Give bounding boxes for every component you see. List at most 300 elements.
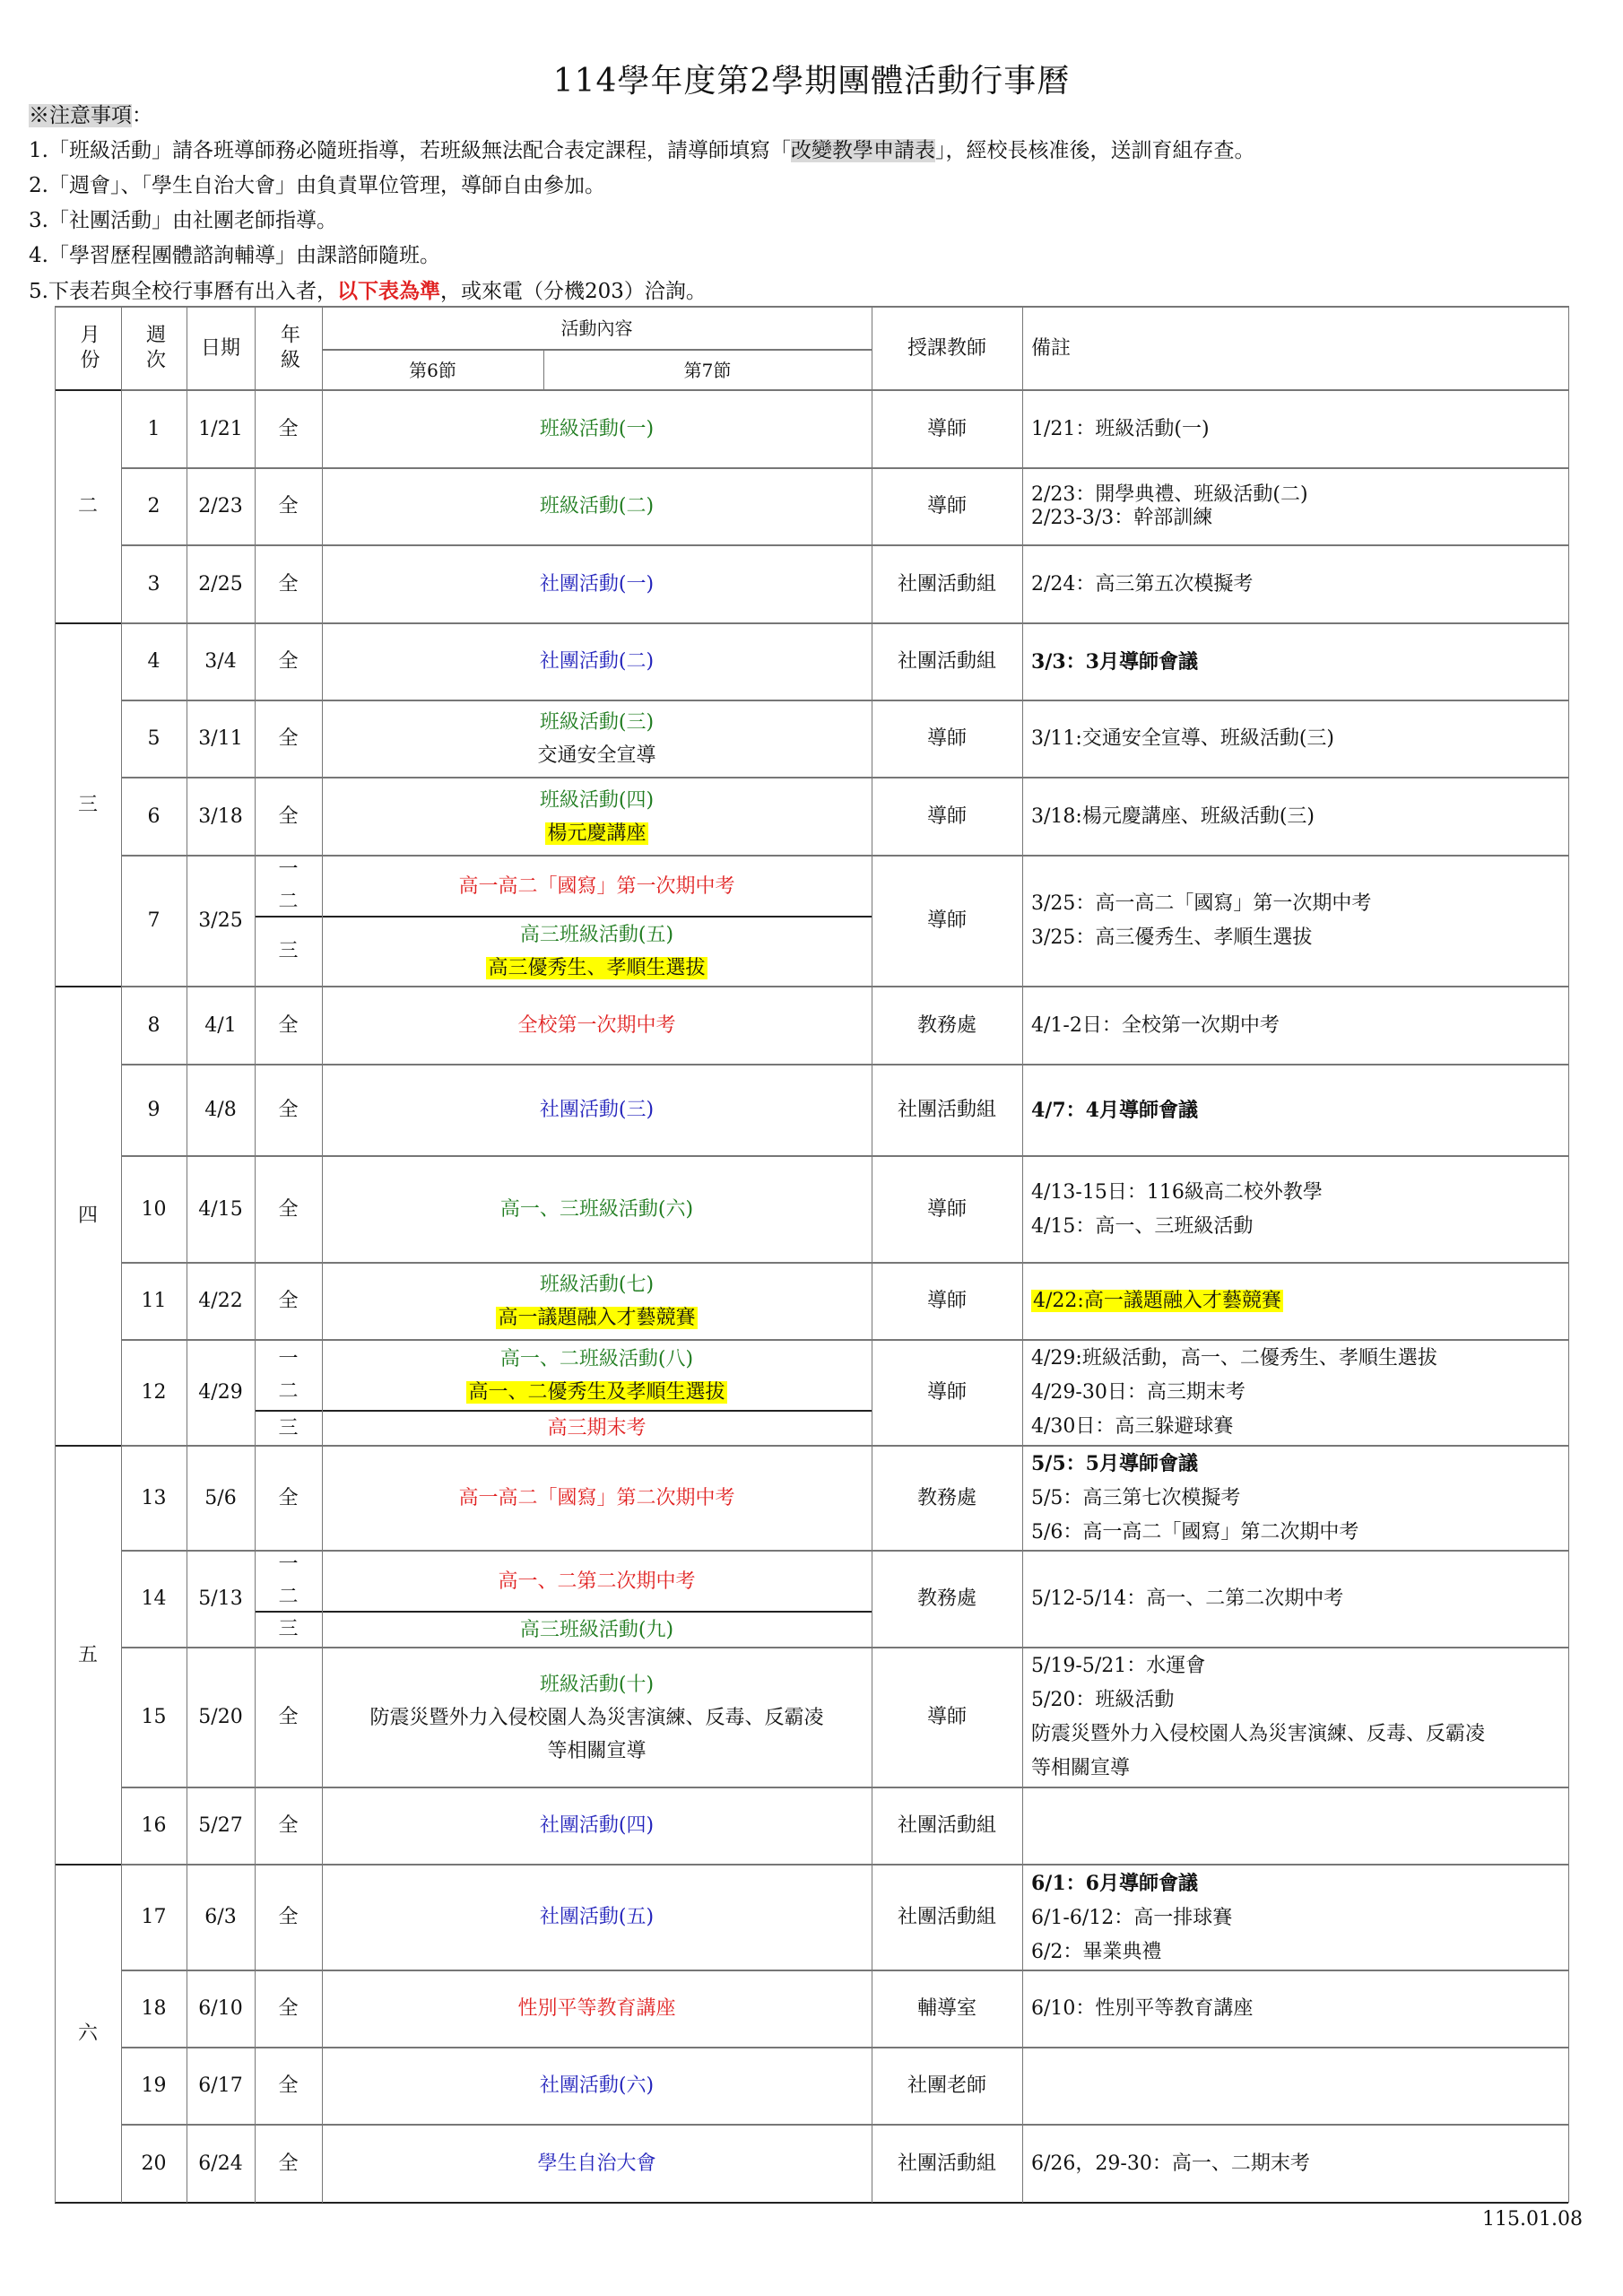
remark-line — [1031, 2147, 1310, 2181]
activity-text: 高三期末考 — [547, 1417, 647, 1439]
activity-line — [517, 1009, 675, 1043]
column-divider — [255, 307, 256, 2203]
header-sub-divider — [322, 349, 872, 351]
grade-label: 二 — [278, 891, 299, 913]
week-number: 6 — [147, 804, 161, 828]
note-item-4: 4.「學習歷程團體諮詢輔導」由課諮師隨班。 — [29, 244, 440, 267]
teacher-name: 導師 — [926, 1290, 967, 1312]
date-cell — [187, 1551, 255, 1648]
remark-line — [1031, 413, 1210, 447]
activity-line — [540, 1268, 654, 1301]
month-cell — [55, 390, 121, 623]
remarks-cell — [1022, 2048, 1568, 2125]
row-divider — [121, 1787, 1568, 1788]
date-value: 5/13 — [198, 1587, 243, 1610]
remark-line — [1031, 507, 1212, 530]
activity-line — [540, 706, 654, 739]
date-value: 5/27 — [198, 1814, 243, 1837]
grade-label: 全 — [278, 572, 299, 596]
date-value: 3/4 — [204, 650, 237, 673]
activity-line — [540, 1668, 654, 1701]
header-grade — [255, 307, 322, 390]
grade-cell — [255, 1865, 322, 1970]
remark-text: 5/19-5/21：水運會 — [1031, 1655, 1206, 1677]
activity-cell — [322, 1263, 872, 1340]
remark-line — [1031, 1752, 1130, 1786]
remark-line — [1031, 887, 1371, 921]
teacher-name: 社團老師 — [907, 2074, 986, 2097]
grade-cell — [255, 700, 322, 778]
activity-line — [547, 1412, 646, 1445]
header-period-6-label: 第6節 — [409, 359, 456, 381]
activity-text: 班級活動(三) — [539, 711, 655, 734]
grade-label: 全 — [278, 804, 299, 828]
week-number: 18 — [141, 1997, 167, 2020]
row-divider — [121, 2124, 1568, 2126]
teacher-name: 導師 — [926, 1706, 967, 1728]
teacher-cell — [872, 1446, 1022, 1551]
table-top-border — [55, 306, 1569, 308]
remark-line — [1031, 1649, 1205, 1683]
remark-line — [1031, 1176, 1323, 1210]
month-label: 六 — [77, 2022, 98, 2045]
activity-cell — [322, 1065, 872, 1156]
row-divider — [121, 1647, 1568, 1648]
remark-bold: 5/5：5月導師會議 — [1031, 1452, 1198, 1475]
row-divider — [121, 1064, 1568, 1065]
date-cell — [187, 1065, 255, 1156]
teacher-cell — [872, 1970, 1022, 2048]
activity-text: 社團活動(三) — [539, 1099, 655, 1121]
week-cell — [121, 1156, 187, 1263]
header-period-7-label: 第7節 — [683, 359, 732, 381]
remark-text: 5/20：班級活動 — [1031, 1689, 1175, 1711]
remark-line — [1031, 483, 1308, 507]
remark-line — [1031, 1284, 1283, 1318]
grade-cell — [255, 545, 322, 623]
date-cell — [187, 545, 255, 623]
grade-label: 一 — [278, 858, 299, 881]
header-period-7 — [543, 350, 872, 390]
grade-cell — [255, 468, 322, 545]
grade-cell — [255, 1648, 322, 1787]
note-item-2: 2.「週會」、「學生自治大會」由負責單位管理，導師自由參加。 — [29, 174, 605, 197]
month-label: 二 — [77, 495, 98, 517]
activity-cell — [322, 1970, 872, 2048]
activity-cell — [322, 1156, 872, 1263]
activity-line — [540, 645, 654, 679]
week-number: 12 — [141, 1381, 167, 1404]
activity-cell — [322, 1446, 872, 1551]
remarks-cell — [1022, 545, 1568, 623]
remark-line — [1031, 1582, 1343, 1616]
week-cell — [121, 856, 187, 987]
grade-label: 一 — [278, 1553, 299, 1576]
activity-line — [458, 1482, 734, 1516]
grade-cell — [255, 1446, 322, 1551]
remark-line — [1031, 1683, 1174, 1718]
remark-line — [1031, 1935, 1161, 1970]
week-cell — [121, 1065, 187, 1156]
grade-cell — [255, 1970, 322, 2048]
date-value: 4/22 — [198, 1290, 243, 1312]
activity-text: 全校第一次期中考 — [517, 1013, 676, 1037]
grade-label: 全 — [278, 495, 299, 517]
teacher-name: 導師 — [926, 1381, 967, 1404]
remark-text: 等相關宣導 — [1031, 1757, 1131, 1779]
remarks-cell — [1022, 778, 1568, 856]
remark-text: 4/30日：高三躲避球賽 — [1031, 1415, 1234, 1438]
remark-line — [1031, 1516, 1358, 1550]
week-number: 2 — [147, 495, 161, 517]
row-divider — [121, 1445, 1568, 1447]
header-teacher-label: 授課教師 — [907, 336, 986, 360]
activity-text: 社團活動(一) — [539, 572, 655, 596]
activity-text: 高一高二「國寫」第二次期中考 — [458, 1486, 735, 1509]
week-cell — [121, 1446, 187, 1551]
activity-text: 社團活動(四) — [539, 1814, 655, 1837]
date-value: 3/18 — [198, 804, 243, 828]
date-cell — [187, 1263, 255, 1340]
remark-text: 2/24：高三第五次模擬考 — [1031, 572, 1254, 596]
week-cell — [121, 1263, 187, 1340]
note-5-emphasis: 以下表為準 — [336, 279, 440, 303]
grade-label: 三 — [278, 1416, 299, 1439]
date-value: 6/24 — [198, 2152, 243, 2175]
date-cell — [187, 1446, 255, 1551]
remarks-cell — [1022, 987, 1568, 1065]
activity-line — [369, 1701, 823, 1735]
remark-line — [1031, 1901, 1232, 1935]
remarks-cell — [1022, 1865, 1568, 1970]
date-value: 4/8 — [204, 1099, 237, 1121]
activity-cell — [322, 917, 872, 987]
remark-text: 4/13-15日：116級高二校外教學 — [1031, 1180, 1323, 1204]
activity-line — [537, 739, 655, 772]
remark-line — [1031, 1447, 1198, 1482]
activity-cell — [322, 390, 872, 468]
remark-bold: 4/7：4月導師會議 — [1031, 1098, 1198, 1122]
activity-cell — [322, 1612, 872, 1648]
remark-text: 4/22:高一議題融入才藝競賽 — [1033, 1290, 1281, 1312]
week-cell — [121, 778, 187, 856]
activity-cell — [322, 1340, 872, 1411]
remark-text: 5/12-5/14：高一、二第二次期中考 — [1031, 1587, 1344, 1610]
activity-line — [466, 1376, 726, 1409]
week-number: 14 — [141, 1587, 167, 1610]
teacher-cell — [872, 1787, 1022, 1865]
week-number: 19 — [141, 2074, 167, 2097]
activity-cell — [322, 1551, 872, 1612]
activity-cell — [322, 1648, 872, 1787]
date-cell — [187, 1970, 255, 2048]
grade-cell — [255, 1156, 322, 1263]
remark-text: 2/23-3/3：幹部訓練 — [1031, 507, 1213, 529]
teacher-cell — [872, 1156, 1022, 1263]
week-number: 4 — [147, 650, 161, 673]
remark-line — [1031, 1093, 1198, 1128]
activity-line — [540, 1900, 654, 1935]
activity-text: 高一、三班級活動(六) — [499, 1197, 694, 1221]
remarks-cell — [1022, 623, 1568, 700]
header-remarks — [1022, 307, 1568, 390]
teacher-name: 社團活動組 — [897, 1099, 996, 1121]
row-divider — [121, 700, 1568, 701]
remark-text: 3/25：高一高二「國寫」第一次期中考 — [1031, 892, 1372, 915]
grade-label: 全 — [278, 1814, 299, 1837]
activity-highlight: 高三優秀生、孝順生選拔 — [488, 957, 706, 979]
date-cell — [187, 2048, 255, 2125]
grade-label: 全 — [278, 650, 299, 673]
activity-cell — [322, 2048, 872, 2125]
teacher-cell — [872, 2125, 1022, 2203]
remark-text: 2/23：開學典禮、班級活動(二) — [1031, 483, 1308, 506]
note-item-3: 3.「社團活動」由社團老師指導。 — [29, 209, 337, 232]
remark-text: 4/29-30日：高三期末考 — [1031, 1381, 1245, 1404]
note-1-text: 1.「班級活動」請各班導師務必隨班指導，若班級無法配合表定課程，請導師填寫「 — [29, 139, 791, 162]
remark-line — [1031, 1718, 1485, 1752]
teacher-name: 社團活動組 — [897, 650, 996, 673]
activity-text: 等相關宣導 — [547, 1739, 647, 1762]
activity-line — [517, 1992, 675, 2026]
activity-text: 社團活動(五) — [539, 1906, 655, 1928]
remark-line — [1031, 645, 1198, 680]
row-divider — [121, 2047, 1568, 2048]
column-divider — [121, 307, 122, 2203]
column-divider — [55, 307, 56, 2203]
activity-line — [540, 490, 654, 524]
teacher-name: 導師 — [926, 417, 967, 440]
month-label: 三 — [77, 793, 98, 816]
activity-text: 性別平等教育講座 — [517, 1997, 676, 2020]
grade-cell — [255, 1263, 322, 1340]
remark-line — [1031, 800, 1315, 834]
grade-cell — [255, 1612, 322, 1648]
remark-text: 5/5：高三第七次模擬考 — [1031, 1487, 1241, 1509]
activity-line — [500, 1343, 693, 1376]
remark-line — [1031, 1210, 1253, 1244]
header-month-label: 月份 — [77, 323, 100, 374]
week-number: 1 — [147, 417, 161, 440]
remark-bold: 3/3：3月導師會議 — [1031, 649, 1198, 674]
activity-cell — [322, 2125, 872, 2203]
month-label: 四 — [77, 1205, 98, 1227]
week-cell — [121, 1340, 187, 1446]
date-value: 6/3 — [204, 1906, 237, 1928]
grade-label: 全 — [278, 1906, 299, 1928]
activity-text: 社團活動(二) — [539, 650, 655, 673]
date-value: 6/10 — [198, 1997, 243, 2020]
teacher-cell — [872, 987, 1022, 1065]
teacher-cell — [872, 545, 1022, 623]
grade-label: 全 — [278, 1013, 299, 1037]
activity-line — [547, 1735, 646, 1768]
remark-line — [1031, 1482, 1240, 1516]
activity-cell — [322, 1787, 872, 1865]
activity-line — [540, 413, 654, 447]
date-cell — [187, 1787, 255, 1865]
teacher-name: 教務處 — [916, 1013, 976, 1037]
week-number: 9 — [147, 1099, 161, 1121]
remarks-cell — [1022, 2125, 1568, 2203]
activity-text: 防震災暨外力入侵校園人為災害演練、反毒、反霸凌 — [369, 1706, 824, 1729]
activity-cell — [322, 1865, 872, 1970]
remark-line — [1031, 1992, 1253, 2026]
remark-line — [1031, 1410, 1233, 1444]
grade-label: 一 — [278, 1347, 299, 1370]
week-cell — [121, 390, 187, 468]
date-value: 6/17 — [198, 2074, 243, 2097]
grade-label: 全 — [278, 1997, 299, 2020]
row-divider — [121, 467, 1568, 469]
week-number: 7 — [147, 909, 161, 932]
date-value: 5/6 — [204, 1486, 237, 1509]
week-cell — [121, 700, 187, 778]
grade-label: 全 — [278, 1706, 299, 1728]
row-divider — [121, 777, 1568, 778]
remarks-cell — [1022, 390, 1568, 468]
week-number: 17 — [141, 1906, 167, 1928]
grade-cell — [255, 390, 322, 468]
week-cell — [121, 987, 187, 1065]
teacher-cell — [872, 778, 1022, 856]
date-cell — [187, 2125, 255, 2203]
note-5-text: 5.下表若與全校行事曆有出入者， — [29, 280, 337, 303]
remarks-cell — [1022, 1065, 1568, 1156]
teacher-name: 教務處 — [916, 1486, 976, 1509]
week-cell — [121, 1551, 187, 1648]
row-divider — [121, 1864, 1568, 1866]
activity-text: 高一、二班級活動(八) — [499, 1347, 694, 1370]
header-month — [55, 307, 121, 390]
grade-label: 全 — [278, 727, 299, 750]
date-value: 3/11 — [198, 727, 243, 750]
row-divider — [121, 986, 1568, 987]
week-number: 3 — [147, 572, 161, 596]
date-cell — [187, 468, 255, 545]
date-cell — [187, 1340, 255, 1446]
teacher-name: 社團活動組 — [897, 2152, 996, 2175]
remarks-cell — [1022, 1446, 1568, 1551]
month-label: 五 — [77, 1643, 98, 1666]
row-divider — [121, 1550, 1568, 1552]
header-week — [121, 307, 187, 390]
row-divider — [121, 622, 1568, 624]
remark-text: 5/6：高一高二「國寫」第二次期中考 — [1031, 1521, 1359, 1544]
grade-cell — [255, 2048, 322, 2125]
activity-line — [540, 1809, 654, 1843]
activity-text: 班級活動(四) — [539, 788, 655, 812]
activity-line — [458, 870, 734, 903]
column-divider — [1568, 307, 1569, 2203]
week-cell — [121, 1865, 187, 1970]
activity-text: 班級活動(二) — [539, 495, 655, 517]
activity-text: 高一高二「國寫」第一次期中考 — [458, 874, 735, 898]
remark-text: 4/15：高一、三班級活動 — [1031, 1214, 1254, 1238]
teacher-cell — [872, 468, 1022, 545]
grade-cell — [255, 1340, 322, 1411]
teacher-cell — [872, 856, 1022, 987]
activity-line — [540, 2069, 654, 2103]
activity-cell — [322, 856, 872, 917]
teacher-name: 社團活動組 — [897, 572, 996, 596]
remarks-cell — [1022, 1970, 1568, 2048]
teacher-cell — [872, 2048, 1022, 2125]
remark-text: 6/26，29-30：高一、二期末考 — [1031, 2152, 1310, 2175]
activity-cell — [322, 623, 872, 700]
date-value: 2/23 — [198, 495, 243, 517]
notes-heading-colon: ： — [132, 104, 152, 127]
remark-line — [1031, 1376, 1245, 1410]
remark-line — [1031, 1009, 1280, 1043]
remark-line — [1031, 1342, 1437, 1376]
grade-cell — [255, 1551, 322, 1612]
grade-cell — [255, 778, 322, 856]
revision-date: 115.01.08 — [1482, 2208, 1583, 2231]
activity-text: 交通安全宣導 — [537, 744, 656, 767]
activity-text: 高一、二第二次期中考 — [498, 1570, 696, 1593]
activity-line — [486, 952, 707, 985]
remarks-cell — [1022, 1648, 1568, 1787]
teacher-cell — [872, 623, 1022, 700]
remark-line — [1031, 921, 1312, 955]
activity-text: 高三班級活動(九) — [519, 1618, 674, 1641]
remarks-cell — [1022, 856, 1568, 987]
header-period-divider — [543, 350, 544, 390]
activity-highlight: 楊元慶講座 — [547, 822, 647, 845]
week-cell — [121, 2125, 187, 2203]
activity-cell — [322, 987, 872, 1065]
teacher-name: 社團活動組 — [897, 1906, 996, 1928]
grade-label: 二 — [278, 1379, 299, 1403]
date-value: 4/29 — [198, 1381, 243, 1404]
date-cell — [187, 778, 255, 856]
activity-highlight: 高一議題融入才藝競賽 — [498, 1307, 696, 1329]
grade-cell — [255, 856, 322, 917]
week-cell — [121, 1787, 187, 1865]
row-divider — [121, 1155, 1568, 1157]
remark-bold: 6/1：6月導師會議 — [1031, 1871, 1198, 1895]
grade-cell — [255, 623, 322, 700]
activity-text: 社團活動(六) — [539, 2074, 655, 2097]
week-number: 13 — [141, 1486, 167, 1509]
teacher-cell — [872, 1263, 1022, 1340]
activity-text: 班級活動(一) — [539, 417, 655, 440]
week-number: 5 — [147, 727, 161, 750]
week-number: 16 — [141, 1814, 167, 1837]
grade-label: 全 — [278, 417, 299, 440]
grade-label: 三 — [278, 940, 299, 962]
row-divider — [121, 1262, 1568, 1264]
remark-text: 6/2：畢業典禮 — [1031, 1940, 1162, 1963]
teacher-name: 導師 — [926, 804, 967, 828]
remarks-cell — [1022, 1156, 1568, 1263]
remarks-cell — [1022, 1263, 1568, 1340]
row-divider — [121, 544, 1568, 546]
date-cell — [187, 1156, 255, 1263]
month-cell — [55, 1865, 121, 2203]
grade-cell — [255, 987, 322, 1065]
notes-heading: ※注意事項 — [29, 104, 132, 127]
activity-text: 班級活動(十) — [539, 1673, 655, 1696]
teacher-name: 導師 — [926, 909, 967, 932]
week-cell — [121, 545, 187, 623]
date-value: 4/1 — [204, 1013, 237, 1037]
remarks-cell — [1022, 1787, 1568, 1865]
teacher-name: 教務處 — [916, 1587, 976, 1610]
week-number: 11 — [141, 1290, 167, 1312]
remark-line — [1031, 722, 1334, 756]
